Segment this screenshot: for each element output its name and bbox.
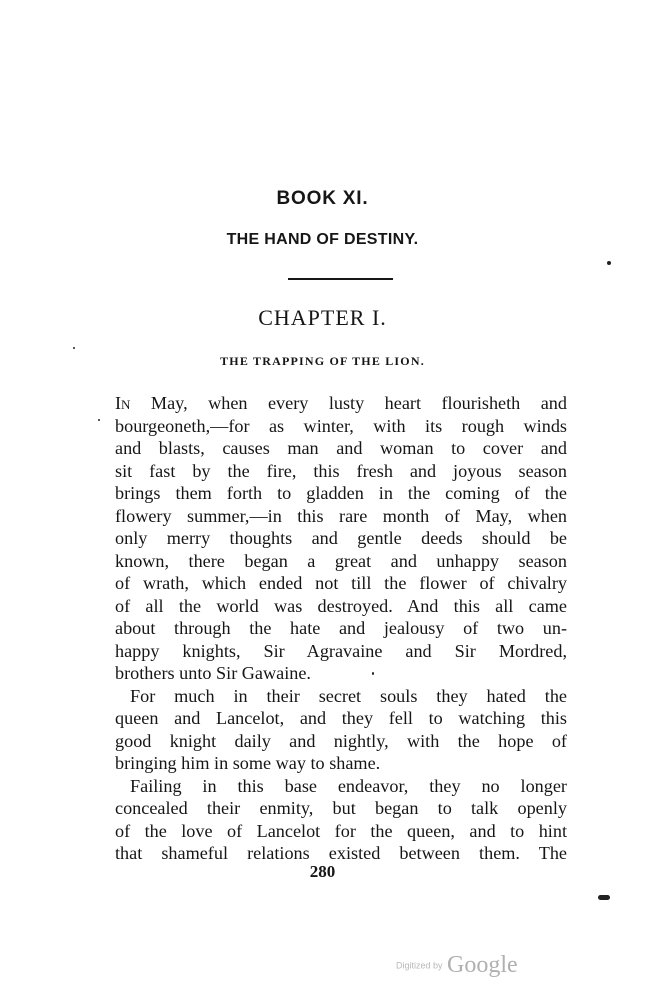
body-text xyxy=(115,392,567,865)
book-subtitle: THE HAND OF DESTINY. xyxy=(226,231,419,248)
text-line: queen and Lancelot, and they fell to watching this xyxy=(115,708,567,728)
drop-word: In xyxy=(115,393,131,413)
text-line: of the love of Lancelot for the queen, and to hint xyxy=(115,820,567,841)
text-line: known, there began a great and unhappy season xyxy=(115,550,567,571)
page-number: 280 xyxy=(309,862,336,881)
text-line: only merry thoughts and gentle deeds should be xyxy=(115,528,567,548)
ink-speck xyxy=(372,672,374,675)
digitized-watermark xyxy=(396,952,518,979)
section-divider xyxy=(288,278,393,280)
chapter-title: CHAPTER I. xyxy=(258,305,387,330)
text-line: brothers unto Sir Gawaine. xyxy=(115,663,311,683)
text-line: concealed their enmity, but began to talk openly xyxy=(115,798,567,818)
text-line: bourgeoneth,—for as winter, with its rough winds xyxy=(115,415,567,436)
text-line: that shameful relations existed between them. The xyxy=(115,843,567,863)
ink-speck xyxy=(73,347,75,349)
digitized-by-label: Digitized by xyxy=(396,960,443,971)
text-line: of wrath, which ended not till the flower of chivalry xyxy=(115,573,567,593)
text-line: Failing in this base endeavor, they no longer xyxy=(130,775,567,796)
google-logo: Google xyxy=(446,952,518,978)
text-line: happy knights, Sir Agravaine and Sir Mordred, xyxy=(115,640,567,661)
book-title: BOOK XI. xyxy=(276,188,369,209)
text-line: In May, when every lusty heart flourisheth and xyxy=(115,393,567,413)
text-line: good knight daily and nightly, with the hope of xyxy=(115,730,567,751)
text-line: about through the hate and jealousy of two un- xyxy=(115,618,567,638)
ink-speck xyxy=(98,419,100,421)
text-line: bringing him in some way to shame. xyxy=(115,753,381,773)
ink-speck xyxy=(607,261,611,265)
ink-speck xyxy=(598,895,610,900)
text-line: brings them forth to gladden in the coming of the xyxy=(115,483,567,503)
text-line: and blasts, causes man and woman to cover and xyxy=(115,438,567,458)
chapter-subtitle: THE TRAPPING OF THE LION. xyxy=(220,354,425,368)
text-line: flowery summer,—in this rare month of May, when xyxy=(115,505,567,526)
text-line: For much in their secret souls they hated the xyxy=(130,685,567,706)
text-line: sit fast by the fire, this fresh and joyous season xyxy=(115,460,567,481)
text-line: of all the world was destroyed. And this all came xyxy=(115,595,567,616)
